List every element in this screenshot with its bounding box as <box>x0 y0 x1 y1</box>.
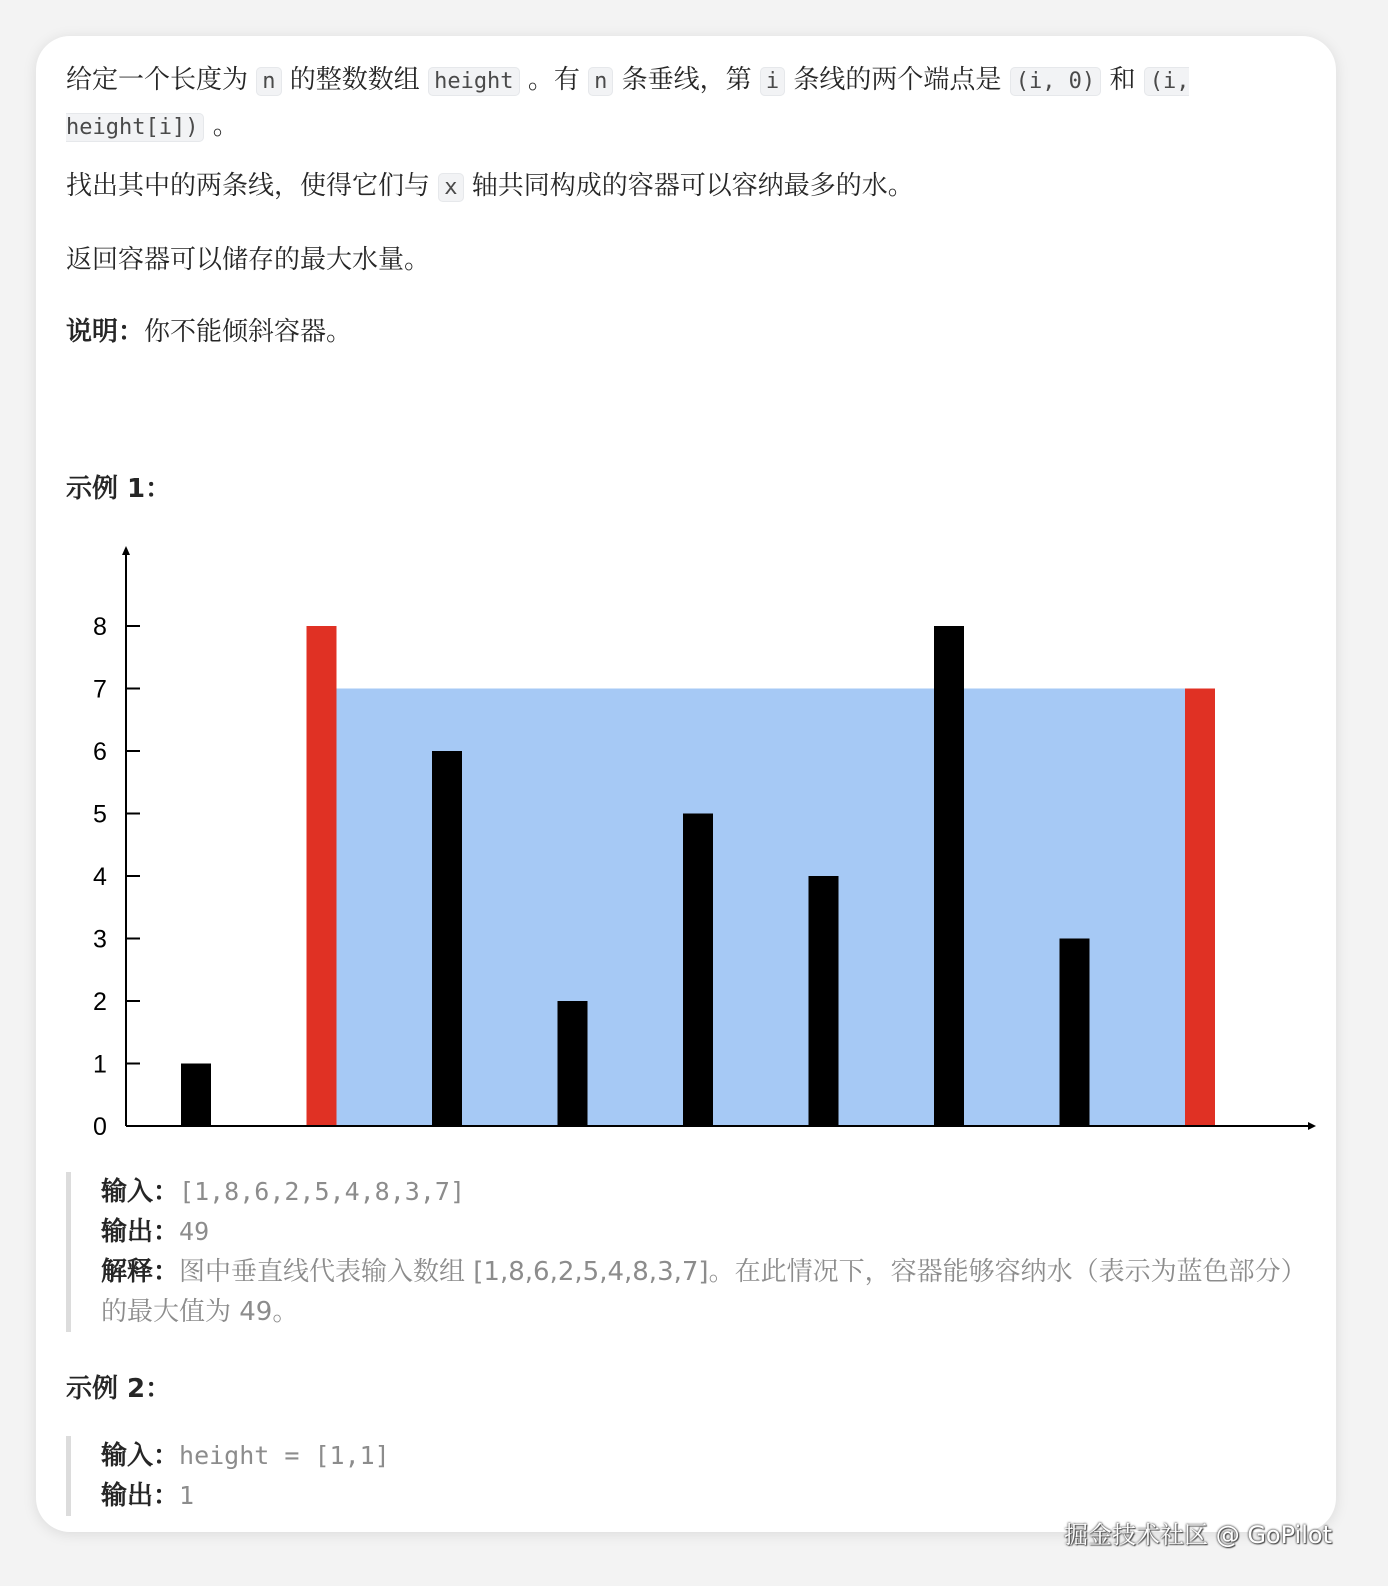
example1-explain-line <box>101 1252 1311 1332</box>
y-tick-label: 3 <box>93 925 107 954</box>
explain-label: 解释： <box>101 1257 180 1287</box>
bar <box>683 814 713 1127</box>
example1-output-line <box>101 1212 1311 1252</box>
container-water-chart <box>76 536 1326 1146</box>
bar <box>934 626 964 1126</box>
code-height: height <box>428 67 519 96</box>
text: 的整数数组 <box>289 65 420 95</box>
example2-output-line <box>101 1476 1311 1516</box>
bar <box>432 751 462 1126</box>
y-tick-label: 8 <box>93 613 107 641</box>
paragraph-note <box>66 310 1326 354</box>
text: 找出其中的两条线，使得它们与 <box>66 171 431 201</box>
text: 。 <box>212 111 239 141</box>
problem-description <box>66 58 1326 354</box>
output-label: 输出： <box>101 1481 180 1511</box>
paragraph-goal <box>66 164 1326 210</box>
text: 条线的两个端点是 <box>793 65 1002 95</box>
y-tick-label: 6 <box>93 738 107 766</box>
problem-card <box>36 36 1336 1532</box>
watermark: 掘金技术社区 @ GoPilot <box>1064 1521 1332 1549</box>
note-label: 说明： <box>66 317 145 347</box>
y-tick-label: 0 <box>93 1113 107 1141</box>
bar <box>181 1064 211 1127</box>
y-tick-label: 1 <box>93 1050 107 1079</box>
output-label: 输出： <box>101 1217 180 1247</box>
example2-title: 示例 2： <box>66 1374 172 1404</box>
text: 给定一个长度为 <box>66 65 249 95</box>
input-value: height = [1,1] <box>179 1441 390 1470</box>
y-tick-label: 2 <box>93 988 107 1016</box>
y-axis-arrow <box>122 546 130 555</box>
y-tick-label: 7 <box>93 675 107 704</box>
y-tick-label: 4 <box>93 863 107 891</box>
text: 轴共同构成的容器可以容纳最多的水。 <box>471 171 914 201</box>
code-n: n <box>588 67 613 96</box>
y-tick-label: 5 <box>93 800 107 829</box>
output-value: 1 <box>179 1481 195 1510</box>
x-axis-arrow <box>1308 1122 1316 1130</box>
paragraph-problem <box>66 58 1326 150</box>
paragraph-return: 返回容器可以储存的最大水量。 <box>66 245 431 275</box>
example2-block <box>66 1436 1311 1516</box>
input-label: 输入： <box>101 1177 180 1207</box>
code-endpoint-top: (i, height[i]) <box>66 69 1190 140</box>
code-x: x <box>438 173 463 202</box>
bar <box>1060 939 1090 1127</box>
highlight-bar <box>307 626 337 1126</box>
highlight-bar <box>1185 689 1215 1127</box>
input-label: 输入： <box>101 1441 180 1471</box>
explain-text: 图中垂直线代表输入数组 [1,8,6,2,5,4,8,3,7]。在此情况下，容器能够容纳水（表示为蓝色部分）的最大值为 49。 <box>101 1257 1307 1327</box>
code-i: i <box>760 67 785 96</box>
input-value: [1,8,6,2,5,4,8,3,7] <box>179 1177 465 1206</box>
text: 和 <box>1109 65 1136 95</box>
output-value: 49 <box>179 1217 210 1246</box>
text: 。有 <box>527 65 580 95</box>
example1-input-line <box>101 1172 1311 1212</box>
example1-title: 示例 1： <box>66 474 172 504</box>
example1-block <box>66 1172 1311 1332</box>
code-n: n <box>256 67 281 96</box>
note-text: 你不能倾斜容器。 <box>144 317 353 347</box>
text: 条垂线，第 <box>621 65 752 95</box>
bar <box>558 1001 588 1126</box>
example2-input-line <box>101 1436 1311 1476</box>
code-endpoint-bottom: (i, 0) <box>1010 67 1101 96</box>
bar <box>809 876 839 1126</box>
